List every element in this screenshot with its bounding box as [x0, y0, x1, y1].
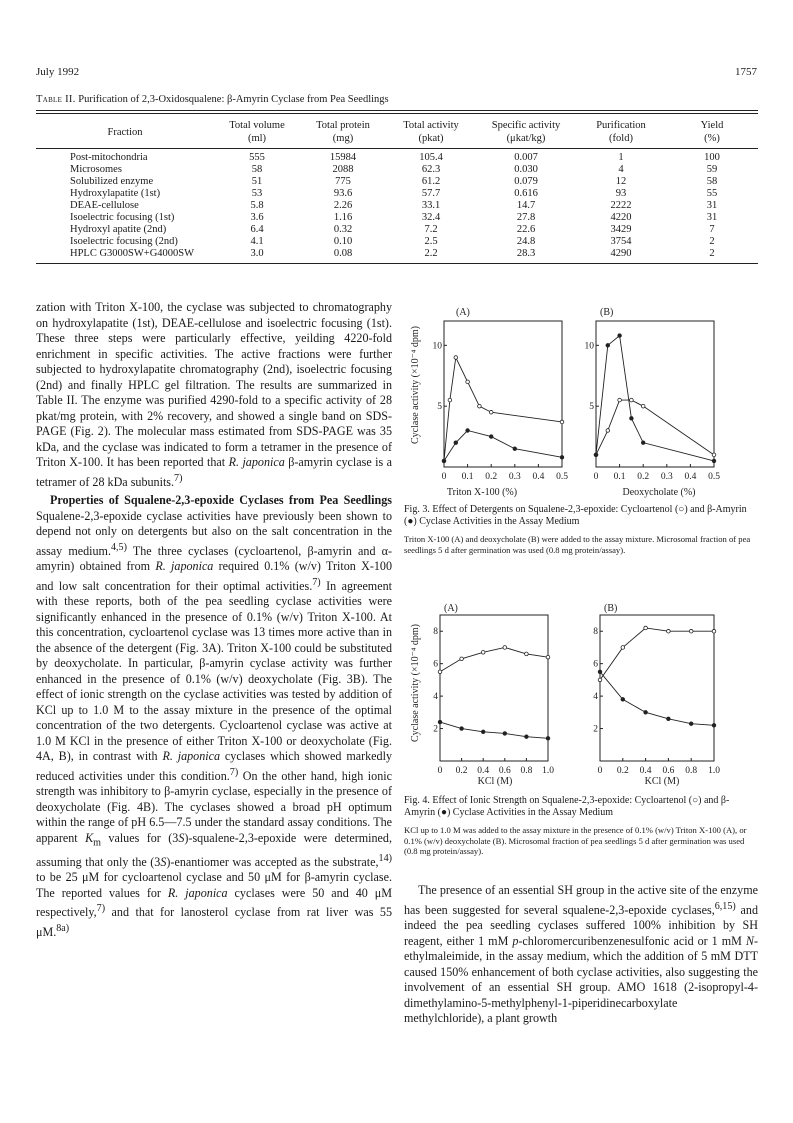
fraction-name: Microsomes — [70, 164, 122, 175]
reference-marker: 7) — [229, 766, 239, 778]
text-run: β-amyrin cyclase is a tetramer of 28 kDa subunits. — [36, 455, 393, 489]
data-point — [630, 417, 634, 421]
table-cell: 7.2 — [424, 224, 438, 235]
column-header-title: Specific activity — [491, 120, 561, 131]
table-cell: 775 — [335, 176, 351, 187]
fraction-name: Hydroxylapatite (1st) — [70, 188, 161, 199]
table-cell: 58 — [251, 164, 263, 175]
data-point — [438, 670, 442, 674]
table-cell: 33.1 — [421, 200, 441, 211]
data-point — [546, 736, 550, 740]
y-tick-label: 2 — [593, 724, 598, 735]
text-run: The three cyclases (cycloartenol, β-amyrin and α-amyrin) obtained from — [36, 543, 392, 574]
stereo-descriptor: S — [160, 854, 167, 869]
table-cell: 53 — [251, 188, 263, 199]
column-header-unit: (μkat/kg) — [506, 133, 546, 144]
body-column-left — [36, 300, 392, 940]
data-point — [594, 453, 598, 457]
data-point — [712, 724, 716, 728]
y-tick-label: 6 — [593, 659, 598, 670]
table-cell: 62.3 — [421, 164, 441, 175]
y-tick-label: 5 — [589, 402, 594, 413]
data-point — [606, 344, 610, 348]
data-point — [438, 720, 442, 724]
x-tick-label: 0.3 — [660, 472, 673, 482]
y-tick-label: 2 — [433, 724, 438, 735]
table-cell: 7 — [709, 224, 715, 235]
data-point — [606, 429, 610, 433]
figure-4-caption: Fig. 4. Effect of Ionic Strength on Squalene-2,3-epoxide: Cycloartenol (○) and β-Amyrin (●) Cyclase Activities in the Assay Medium — [404, 795, 730, 818]
section-heading: Properties of Squalene-2,3-epoxide Cyclases from Pea Seedlings — [50, 493, 392, 508]
data-point — [598, 670, 602, 674]
column-header-unit: (ml) — [247, 133, 267, 144]
x-tick-label: 0.2 — [616, 766, 629, 776]
x-tick-label: 0 — [441, 472, 447, 482]
table-caption-text: Purification of 2,3-Oxidosqualene: β-Amyrin Cyclase from Pea Seedlings — [78, 94, 389, 105]
data-point — [525, 652, 529, 656]
data-point — [621, 646, 625, 650]
text-run: cyclases which showed markedly reduced activities under this condition. — [36, 749, 392, 783]
data-point — [667, 629, 671, 633]
table-header — [36, 114, 758, 149]
table-cell: 93.6 — [333, 188, 353, 199]
x-tick-label: 0 — [593, 472, 599, 482]
column-header-unit: (mg) — [332, 133, 354, 144]
data-point — [546, 655, 550, 659]
table-cell: 59 — [706, 164, 718, 175]
column-header-title: Total protein — [316, 120, 370, 131]
table-row — [36, 149, 758, 164]
table-cell: 2.2 — [424, 248, 438, 259]
data-point — [525, 735, 529, 739]
y-tick-label: 10 — [432, 341, 442, 352]
x-tick-label: 0.4 — [532, 472, 545, 482]
series-line — [596, 336, 714, 461]
reference-marker: 7) — [96, 903, 106, 915]
table-cell: 27.8 — [516, 212, 536, 223]
table-cell: 0.08 — [333, 248, 353, 259]
series-line — [600, 672, 714, 726]
table-cell: 1.16 — [333, 212, 353, 223]
data-point — [478, 404, 482, 408]
table-cell: 5.8 — [250, 200, 264, 211]
table-cell: 58 — [706, 176, 718, 187]
data-point — [513, 447, 517, 451]
data-point — [442, 459, 446, 463]
x-tick-label: 0.2 — [455, 766, 468, 776]
table-cell: 24.8 — [516, 236, 536, 247]
table-cell: 0.007 — [514, 152, 538, 163]
table-cell: 6.4 — [250, 224, 264, 235]
series-line — [440, 647, 548, 671]
figure-3-panel-b-label: (B) — [600, 307, 614, 318]
figure-3-panel-b — [585, 321, 721, 482]
data-point — [618, 334, 622, 338]
table-cell: 2088 — [332, 164, 354, 175]
y-tick-label: 4 — [433, 692, 438, 703]
data-point — [466, 429, 470, 433]
figure-4-panel-b — [593, 615, 720, 776]
fraction-name: Solubilized enzyme — [70, 176, 154, 187]
text-run: )-squalene-2,3-epoxide were determined, assuming that only the (3 — [36, 830, 392, 869]
figure-4-panel-a-label: (A) — [444, 603, 458, 614]
figure-4-panel-a — [433, 615, 554, 776]
text-run: Squalene-2,3-epoxide cyclase activities have previously been shown to depend not only on detergents but also on the salt concentration in the assay medium. — [36, 508, 392, 558]
series-line — [596, 400, 714, 455]
reference-marker: 14) — [378, 852, 392, 864]
x-tick-label: 0.5 — [708, 472, 720, 482]
text-run: In agreement with these reports, both of the pea seedling cyclase activities were significantly enhanced in the presence of 0.1% (w/v) Triton X-100. At this concentration, cycloartenol cyclase was 13 times more active than in the absence of the detergent (Fig. 3A). Triton X-100 could be substituted by deoxycholate. In particular, β-amyrin cyclase activity was further enhanced in the presence of 0.1% (w/v) deoxycholate (Fig. 3B). The effect of ionic strength on the cyclase activities was tested by addition of KCl up to 1.0 M to the assay mixture in the presence of the optimal concentration of the two detergents. Cycloartenol cyclase was active at 1.0 M KCl in the presence of either Triton X-100 or deoxycholate (Fig. 4A, B), in contrast with — [36, 578, 392, 764]
table-cell: 51 — [251, 176, 263, 187]
figure-3-caption: Fig. 3. Effect of Detergents on Squalene-2,3-epoxide: Cycloartenol (○) and β-Amyrin (●) Cyclase Activities in the Assay Medium — [404, 504, 747, 527]
species-name: R. japonica — [228, 455, 285, 469]
x-tick-label: 0 — [597, 766, 603, 776]
data-point — [454, 441, 458, 445]
figure-3-x-axis-label-a: Triton X-100 (%) — [446, 487, 518, 498]
table-row — [36, 188, 758, 200]
data-point — [641, 441, 645, 445]
table-cell: 555 — [249, 152, 265, 163]
column-header-title: Purification — [596, 120, 646, 131]
figure-3-panel-a — [433, 321, 569, 482]
data-point — [712, 629, 716, 633]
table-cell: 61.2 — [421, 176, 441, 187]
reference-marker: 7) — [174, 472, 183, 484]
table-cell: 57.7 — [421, 188, 441, 199]
table-cell: 93 — [615, 188, 627, 199]
figure-4 — [404, 597, 758, 787]
figure-3-x-axis-label-b: Deoxycholate (%) — [622, 487, 696, 498]
table-cell: 1 — [618, 152, 624, 163]
table-row — [36, 212, 758, 224]
data-point — [503, 732, 507, 736]
text-run: required 0.1% (w/v) Triton X-100 and low salt concentration for their optimal activities. — [36, 559, 392, 593]
text-run: )-enantiomer was accepted as the substrate, — [166, 854, 379, 869]
figure-4-caption-block — [404, 795, 758, 857]
y-tick-label: 6 — [433, 659, 438, 670]
data-point — [621, 698, 625, 702]
table-cell: 28.3 — [516, 248, 536, 259]
figure-4-x-axis-label-b: KCl (M) — [644, 776, 680, 787]
text-run: cyclases were 50 and 40 μM respectively, — [36, 885, 392, 920]
data-point — [560, 420, 564, 424]
y-tick-label: 8 — [593, 627, 598, 638]
x-tick-label: 0.6 — [498, 766, 511, 776]
y-tick-label: 8 — [433, 627, 438, 638]
table-cell: 22.6 — [516, 224, 536, 235]
y-tick-label: 10 — [584, 341, 594, 352]
figure-4-note: KCl up to 1.0 M was added to the assay mixture in the presence of 0.1% (w/v) Triton X-100 (A), or 0.1% (w/v) deoxycholate (B). Microsomal fraction of pea seedlings 5 d after germination was used (0.8 mg protein/assay). — [404, 825, 747, 856]
x-tick-label: 0.2 — [637, 472, 650, 482]
column-header-unit: (fold) — [609, 133, 633, 144]
table-cell: 4.1 — [250, 236, 264, 247]
figure-3-y-axis-label: Cyclase activity (×10⁻⁴ dpm) — [410, 326, 421, 444]
table-row — [36, 200, 758, 212]
km-symbol: K — [85, 830, 94, 845]
plot-frame — [600, 615, 714, 761]
km-subscript: m — [93, 837, 101, 849]
text-run: -chloromercuribenzenesulfonic acid or 1 mM — [518, 933, 746, 948]
series-line — [440, 722, 548, 738]
data-point — [466, 380, 470, 384]
table-cell: 3754 — [610, 236, 632, 247]
x-tick-label: 0.4 — [639, 766, 652, 776]
table-row — [36, 224, 758, 236]
column-header-unit: (pkat) — [418, 133, 444, 144]
running-header-date: July 1992 — [36, 66, 80, 78]
x-tick-label: 0.8 — [520, 766, 533, 776]
column-header — [36, 114, 214, 149]
fraction-name: HPLC G3000SW+G4000SW — [70, 248, 195, 259]
figure-3-note: Triton X-100 (A) and deoxycholate (B) were added to the assay mixture. Microsomal fraction of pea seedlings 5 d after germination was used (0.8 mg protein/assay). — [404, 534, 751, 555]
data-point — [689, 722, 693, 726]
table-caption-label: Table II. — [36, 94, 76, 105]
column-header — [300, 114, 386, 149]
data-point — [667, 717, 671, 721]
table-cell: 2222 — [610, 200, 632, 211]
table-cell: 0.32 — [333, 224, 353, 235]
data-point — [460, 727, 464, 731]
table-cell: 100 — [704, 152, 720, 163]
table-cell: 15984 — [329, 152, 357, 163]
table-cell: 0.10 — [333, 236, 353, 247]
text-run: The presence of an essential SH group in the active site of the enzyme has been suggested for several squalene-2,3-epoxide cyclases, — [404, 883, 758, 917]
figure-4-plot — [404, 597, 758, 787]
table-cell: 0.616 — [514, 188, 538, 199]
text-run: and indeed the pea seedling cyclases suffered 100% inhibition by SH reagent, either 1 mM — [404, 902, 758, 948]
x-tick-label: 0.3 — [508, 472, 521, 482]
data-point — [448, 398, 452, 402]
series-line — [444, 358, 562, 461]
table-cell: 3.6 — [250, 212, 264, 223]
column-header-title: Total activity — [403, 120, 459, 131]
fraction-name: Hydroxyl apatite (2nd) — [70, 224, 167, 235]
table-row — [36, 176, 758, 188]
plot-frame — [444, 321, 562, 467]
paragraph-sh-group — [404, 883, 758, 1027]
table-cell: 3429 — [610, 224, 632, 235]
x-tick-label: 0.1 — [461, 472, 474, 482]
column-header-unit: (%) — [704, 133, 720, 144]
data-point — [630, 398, 634, 402]
table-cell: 31 — [706, 212, 718, 223]
fraction-name: Post-mitochondria — [70, 152, 148, 163]
figure-3-plot — [404, 303, 758, 499]
data-point — [481, 651, 485, 655]
data-point — [618, 398, 622, 402]
column-header — [386, 114, 476, 149]
table-cell: 0.079 — [514, 176, 538, 187]
table-cell: 2.26 — [333, 200, 353, 211]
locant-prefix: N — [745, 933, 754, 948]
data-point — [503, 646, 507, 650]
table-bottom-rule — [36, 263, 758, 264]
table-cell: 4 — [618, 164, 624, 175]
table-body — [36, 149, 758, 263]
column-header — [666, 114, 758, 149]
data-point — [454, 356, 458, 360]
data-point — [712, 459, 716, 463]
purification-table — [36, 110, 758, 264]
text-run: -ethylmaleimide, in the assay medium, which the addition of 5 mM DTT caused 150% enhancement of both cyclase activities, also suggesting the involvement of an essential SH group. AMO 1618 (2-isopropyl-4-dimethylamino-5-methylphenyl-1-piperidinecarboxylate methylchloride), a plant growth — [404, 933, 758, 1026]
column-header-title: Total volume — [229, 120, 285, 131]
species-name: R. japonica — [155, 559, 214, 574]
species-name: R. japonica — [162, 749, 221, 764]
stereo-descriptor: S — [178, 830, 185, 845]
x-tick-label: 1.0 — [542, 766, 554, 776]
table-cell: 105.4 — [419, 152, 443, 163]
text-run: to be 25 μM for cycloartenol cyclase and 50 μM for β-amyrin cyclase. The reported values for — [36, 870, 392, 900]
figure-4-panel-b-label: (B) — [604, 603, 618, 614]
table-cell: 4220 — [610, 212, 632, 223]
fraction-name: DEAE-cellulose — [70, 200, 139, 211]
column-header — [476, 114, 576, 149]
column-header-title: Yield — [700, 120, 724, 131]
column-header — [214, 114, 300, 149]
x-tick-label: 0.6 — [662, 766, 675, 776]
table-cell: 2 — [709, 236, 715, 247]
table-caption — [36, 94, 389, 105]
table-cell: 31 — [706, 200, 718, 211]
table-cell: 55 — [706, 188, 718, 199]
x-tick-label: 0.1 — [613, 472, 626, 482]
table-cell: 12 — [615, 176, 627, 187]
reference-marker: 7) — [312, 576, 321, 588]
table-row — [36, 164, 758, 176]
column-header-title: Fraction — [107, 126, 143, 138]
text-run: zation with Triton X-100, the cyclase was subjected to chromatography on hydroxylapatite (1st), DEAE-cellulose and isoelectric focusing (1st). These three steps were particularly effective, yeilding 4220-fold enrichment in specific activities. The active fractions were further subjected to hydroxylapatite chromatography (2nd), isoelectric focusing (2nd) and finally HPLC gel filtration. The results are summarized in Table II. The enzyme was purified 4290-fold to a specific activity of 28 pkat/mg protein, with 2% recovery, and showed a single band on SDS-PAGE (Fig. 2). The molecular mass estimated from SDS-PAGE was 35 kDa, and the cyclase was indicated to form a tetramer in the presence of Triton X-100. It has been reported that — [36, 300, 392, 469]
fraction-name: Isoelectric focusing (1st) — [70, 212, 175, 223]
figure-3-panel-a-label: (A) — [456, 307, 470, 318]
table-row — [36, 236, 758, 248]
table-cell: 32.4 — [421, 212, 441, 223]
table-cell: 2.5 — [424, 236, 438, 247]
table-cell: 4290 — [610, 248, 632, 259]
table-header-row — [36, 114, 758, 149]
data-point — [560, 455, 564, 459]
reference-marker: 8a) — [56, 922, 70, 934]
data-point — [481, 730, 485, 734]
fraction-name: Isoelectric focusing (2nd) — [70, 236, 178, 247]
series-line — [600, 628, 714, 680]
table-row — [36, 248, 758, 263]
figure-4-x-axis-label-a: KCl (M) — [477, 776, 513, 787]
table-cell: 0.030 — [514, 164, 538, 175]
data-point — [489, 410, 493, 414]
x-tick-label: 1.0 — [708, 766, 720, 776]
data-point — [641, 404, 645, 408]
locant-prefix: p — [512, 933, 519, 948]
table-cell: 3.0 — [250, 248, 264, 259]
paragraph-properties — [36, 493, 392, 940]
table-grid — [36, 114, 758, 263]
text-run: On the other hand, high ionic strength was inhibitory to β-amyrin cyclase, especially in the presence of deoxycholate (Fig. 4B). The cyclases showed a broad pH optimum within the range of pH 6.5—7.5 under the standard assay conditions. The apparent — [36, 768, 392, 845]
paragraph-purification — [36, 300, 392, 490]
data-point — [644, 626, 648, 630]
figure-3-caption-block — [404, 504, 758, 555]
plot-frame — [596, 321, 714, 467]
x-tick-label: 0.4 — [684, 472, 697, 482]
page-number: 1757 — [735, 66, 757, 78]
x-tick-label: 0.4 — [477, 766, 490, 776]
text-run: and that for lanosterol cyclase from rat liver was 55 μM. — [36, 905, 392, 939]
plot-frame — [440, 615, 548, 761]
data-point — [489, 435, 493, 439]
data-point — [712, 453, 716, 457]
data-point — [644, 711, 648, 715]
data-point — [460, 657, 464, 661]
x-tick-label: 0.5 — [556, 472, 568, 482]
reference-marker: 6,15) — [714, 900, 736, 912]
column-header — [576, 114, 666, 149]
figure-4-y-axis-label: Cyclase activity (×10⁻⁴ dpm) — [410, 624, 421, 742]
species-name: R. japonica — [167, 885, 228, 900]
table-cell: 14.7 — [516, 200, 536, 211]
y-tick-label: 5 — [437, 402, 442, 413]
x-tick-label: 0.2 — [485, 472, 498, 482]
data-point — [689, 629, 693, 633]
text-run: values for (3 — [100, 830, 179, 845]
data-point — [598, 678, 602, 682]
reference-marker: 4,5) — [110, 541, 127, 553]
figure-3 — [404, 303, 758, 499]
table-cell: 2 — [709, 248, 715, 259]
y-tick-label: 4 — [593, 692, 598, 703]
x-tick-label: 0 — [437, 766, 443, 776]
series-line — [444, 431, 562, 461]
body-column-right — [404, 883, 758, 1027]
x-tick-label: 0.8 — [685, 766, 698, 776]
